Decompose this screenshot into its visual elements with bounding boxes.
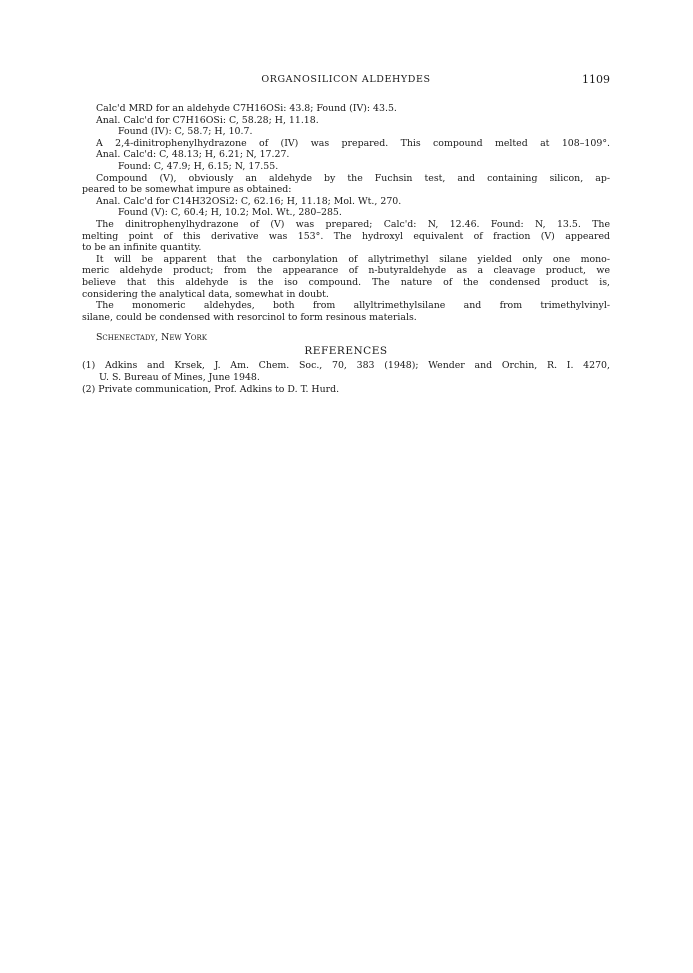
body-line: A 2,4-dinitrophenylhydrazone of (IV) was prepared. This compound melted at 108–109°.	[96, 137, 610, 149]
references-heading: REFERENCES	[304, 344, 388, 357]
body-line: peared to be somewhat impure as obtained:	[82, 184, 292, 196]
body-line: Anal. Calc'd for C14H32OSi2: C, 62.16; H, 11.18; Mol. Wt., 270.	[96, 195, 402, 207]
reference-line: (2) Private communication, Prof. Adkins to D. T. Hurd.	[82, 383, 340, 395]
body-line: The dinitrophenylhydrazone of (V) was prepared; Calc'd: N, 12.46. Found: N, 13.5. The	[96, 218, 610, 230]
page-header	[82, 74, 610, 90]
body-line: to be an infinite quantity.	[82, 242, 202, 254]
body-line: Compound (V), obviously an aldehyde by the Fuchsin test, and containing silicon, ap-	[96, 172, 610, 184]
reference-item	[82, 360, 610, 383]
article-body	[82, 103, 610, 395]
body-line: believe that this aldehyde is the iso compound. The nature of the condensed product is,	[82, 276, 610, 288]
body-line: melting point of this derivative was 153°. The hydroxyl equivalent of fraction (V) appeared	[82, 230, 610, 242]
body-line: meric aldehyde product; from the appearance of n-butyraldehyde as a cleavage product, we	[82, 265, 610, 277]
body-line: silane, could be condensed with resorcinol to form resinous materials.	[82, 311, 417, 323]
references-list	[82, 360, 610, 395]
page-number: 1109	[582, 73, 610, 86]
location-line: Schenectady, New York	[96, 332, 208, 344]
body-line: Found (V): C, 60.4; H, 10.2; Mol. Wt., 280–285.	[118, 207, 342, 219]
body-line: Anal. Calc'd for C7H16OSi: C, 58.28; H, 11.18.	[96, 114, 319, 126]
body-line: The monomeric aldehydes, both from allyltrimethylsilane and from trimethylvinyl-	[96, 300, 610, 312]
body-line: Found (IV): C, 58.7; H, 10.7.	[118, 126, 253, 138]
reference-line: (1) Adkins and Krsek, J. Am. Chem. Soc., 70, 383 (1948); Wender and Orchin, R. I. 4270,	[82, 360, 610, 372]
running-title: ORGANOSILICON ALDEHYDES	[261, 74, 431, 85]
body-text	[82, 103, 610, 323]
reference-line: U. S. Bureau of Mines, June 1948.	[99, 372, 260, 384]
reference-item	[82, 384, 610, 396]
body-line: Found: C, 47.9; H, 6.15; N, 17.55.	[118, 160, 279, 172]
body-line: considering the analytical data, somewhat in doubt.	[82, 288, 329, 300]
body-line: Calc'd MRD for an aldehyde C7H16OSi: 43.8; Found (IV): 43.5.	[96, 103, 397, 114]
body-line: Anal. Calc'd: C, 48.13; H, 6.21; N, 17.27.	[96, 149, 290, 161]
body-line: It will be apparent that the carbonylation of allytrimethyl silane yielded only one mono-	[96, 253, 610, 265]
